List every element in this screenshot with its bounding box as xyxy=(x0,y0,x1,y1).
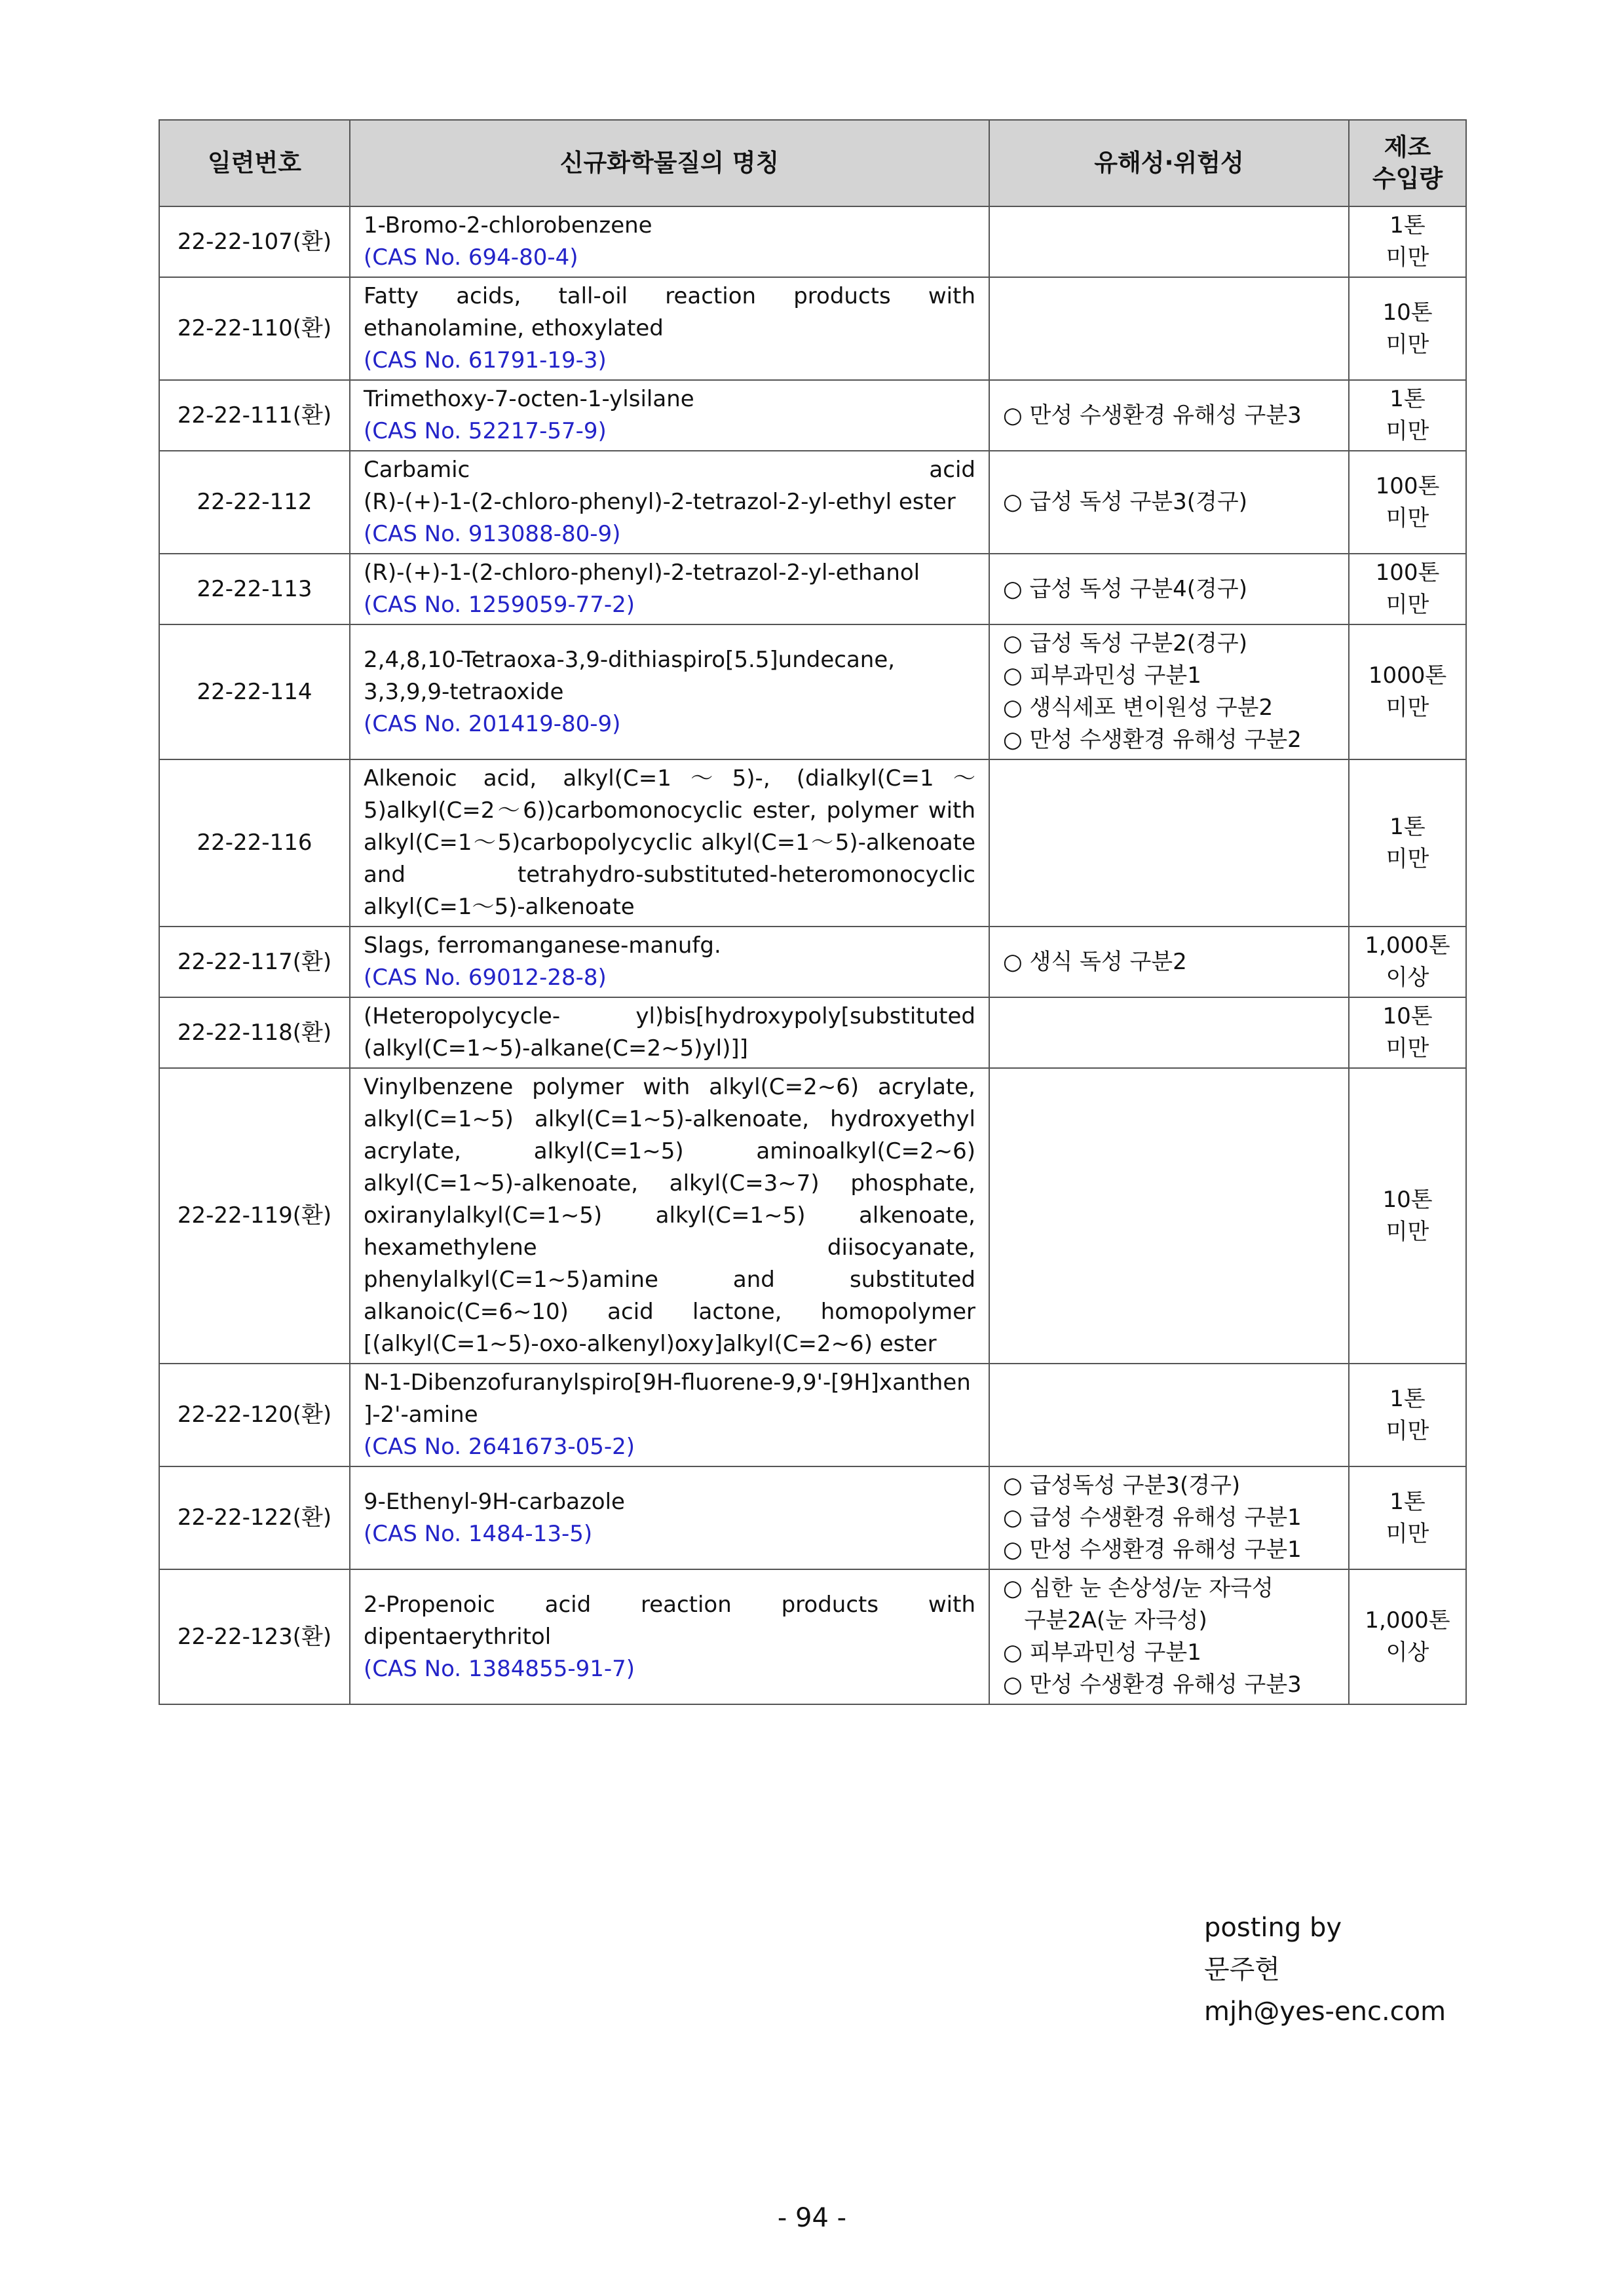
posting-by-label: posting by xyxy=(1204,1913,1342,1943)
quantity-line: 미만 xyxy=(1386,1520,1429,1547)
quantity-line: 미만 xyxy=(1386,418,1429,444)
chemical-name-line: (alkyl(C=1~5)-alkane(C=2~5)yl)]] xyxy=(364,1035,748,1062)
quantity-line: 미만 xyxy=(1386,505,1429,531)
table-row xyxy=(159,380,1466,451)
serial-number-cell: 22-22-117(환) xyxy=(159,927,350,997)
chemical-name-cell xyxy=(350,624,989,759)
quantity-cell xyxy=(1349,554,1466,624)
hazard-item: ○ 급성 독성 구분3(경구) xyxy=(1003,489,1248,515)
table-row xyxy=(159,206,1466,277)
chemical-name-line: phenylalkyl(C=1~5)amine and substituted xyxy=(364,1267,975,1293)
chemical-name-line: (R)-(+)-1-(2-chloro-phenyl)-2-tetrazol-2-yl-ethanol xyxy=(364,560,920,586)
quantity-line: 미만 xyxy=(1386,331,1429,358)
chemical-name-line: 3,3,9,9-tetraoxide xyxy=(364,678,564,705)
quantity-line: 1톤 xyxy=(1389,386,1426,412)
quantity-line: 미만 xyxy=(1386,1218,1429,1245)
cas-number: (CAS No. 1259059-77-2) xyxy=(364,592,635,618)
table-body xyxy=(159,206,1466,1704)
quantity-line: 미만 xyxy=(1386,695,1429,721)
serial-number-cell: 22-22-111(환) xyxy=(159,380,350,451)
chemical-name-line: ]-2'-amine xyxy=(364,1402,478,1428)
serial-number-cell: 22-22-116 xyxy=(159,759,350,927)
hazard-item: ○ 만성 수생환경 유해성 구분2 xyxy=(1003,727,1302,753)
header-quantity xyxy=(1349,120,1466,206)
quantity-line: 이상 xyxy=(1386,1639,1429,1666)
quantity-cell xyxy=(1349,927,1466,997)
quantity-line: 100톤 xyxy=(1375,560,1440,586)
quantity-line: 1000톤 xyxy=(1368,662,1447,689)
chemical-name-line: Carbamic acid xyxy=(364,457,975,483)
hazard-item: ○ 만성 수생환경 유해성 구분3 xyxy=(1003,402,1302,429)
hazard-cell xyxy=(989,451,1349,554)
quantity-cell xyxy=(1349,1466,1466,1569)
quantity-line: 미만 xyxy=(1386,845,1429,872)
hazard-cell xyxy=(989,927,1349,997)
quantity-line: 10톤 xyxy=(1382,1003,1433,1029)
table-row xyxy=(159,554,1466,624)
hazard-item: ○ 급성 독성 구분4(경구) xyxy=(1003,575,1248,602)
hazard-cell xyxy=(989,1068,1349,1364)
hazard-item: ○ 생식세포 변이원성 구분2 xyxy=(1003,695,1274,721)
chemical-name-line: hexamethylene diisocyanate, xyxy=(364,1234,975,1261)
header-chemical-name: 신규화학물질의 명칭 xyxy=(350,120,989,206)
quantity-cell xyxy=(1349,277,1466,380)
chemical-name-line: dipentaerythritol xyxy=(364,1623,552,1650)
chemical-registry-table xyxy=(159,119,1467,1705)
header-serial-no: 일련번호 xyxy=(159,120,350,206)
chemical-name-line: 2-Propenoic acid reaction products with xyxy=(364,1591,975,1618)
quantity-cell xyxy=(1349,451,1466,554)
chemical-name-line: alkyl(C=1～5)carbopolycyclic alkyl(C=1～5)-alkenoate xyxy=(364,830,975,856)
chemical-name-cell xyxy=(350,759,989,927)
chemical-name-line: oxiranylalkyl(C=1~5) alkyl(C=1~5) alkenoate, xyxy=(364,1202,975,1229)
quantity-line: 100톤 xyxy=(1375,472,1440,499)
quantity-cell xyxy=(1349,759,1466,927)
chemical-name-line: (R)-(+)-1-(2-chloro-phenyl)-2-tetrazol-2-yl-ethyl ester xyxy=(364,489,956,515)
quantity-cell xyxy=(1349,1364,1466,1466)
quantity-cell xyxy=(1349,1068,1466,1364)
hazard-cell xyxy=(989,206,1349,277)
chemical-name-line: 2,4,8,10-Tetraoxa-3,9-dithiaspiro[5.5]undecane, xyxy=(364,646,896,673)
cas-number: (CAS No. 694-80-4) xyxy=(364,244,578,271)
chemical-name-line: [(alkyl(C=1~5)-oxo-alkenyl)oxy]alkyl(C=2~6) ester xyxy=(364,1331,937,1357)
hazard-cell xyxy=(989,380,1349,451)
hazard-item: ○ 급성독성 구분3(경구) xyxy=(1003,1472,1241,1499)
hazard-item: ○ 심한 눈 손상성/눈 자극성 xyxy=(1003,1575,1274,1601)
hazard-cell xyxy=(989,1364,1349,1466)
chemical-name-line: Alkenoic acid, alkyl(C=1～5)-, (dialkyl(C=1～ xyxy=(364,765,975,792)
chemical-name-cell xyxy=(350,997,989,1068)
hazard-cell xyxy=(989,1466,1349,1569)
chemical-name-line: and tetrahydro-substituted-heteromonocyclic xyxy=(364,862,975,888)
serial-number-cell: 22-22-107(환) xyxy=(159,206,350,277)
quantity-line: 미만 xyxy=(1386,1035,1429,1062)
hazard-cell xyxy=(989,277,1349,380)
cas-number: (CAS No. 201419-80-9) xyxy=(364,710,621,737)
hazard-cell xyxy=(989,554,1349,624)
quantity-line: 미만 xyxy=(1386,1417,1429,1444)
cas-number: (CAS No. 69012-28-8) xyxy=(364,965,607,991)
hazard-item: ○ 급성 수생환경 유해성 구분1 xyxy=(1003,1504,1302,1531)
chemical-name-line: alkanoic(C=6~10) acid lactone, homopolymer xyxy=(364,1299,975,1325)
quantity-line: 1톤 xyxy=(1389,1488,1426,1515)
serial-number-cell: 22-22-120(환) xyxy=(159,1364,350,1466)
table-row xyxy=(159,624,1466,759)
chemical-name-cell xyxy=(350,206,989,277)
header-hazard: 유해성·위험성 xyxy=(989,120,1349,206)
serial-number-cell: 22-22-119(환) xyxy=(159,1068,350,1364)
table-row xyxy=(159,277,1466,380)
quantity-cell xyxy=(1349,624,1466,759)
chemical-name-cell xyxy=(350,927,989,997)
chemical-name-line: alkyl(C=1~5)-alkenoate, alkyl(C=3~7) phosphate, xyxy=(364,1170,975,1196)
table-row xyxy=(159,927,1466,997)
cas-number: (CAS No. 52217-57-9) xyxy=(364,418,607,444)
chemical-name-line: 9-Ethenyl-9H-carbazole xyxy=(364,1488,625,1515)
hazard-cell xyxy=(989,624,1349,759)
quantity-line: 10톤 xyxy=(1382,1186,1433,1213)
chemical-name-cell xyxy=(350,1068,989,1364)
chemical-name-line: acrylate, alkyl(C=1~5) aminoalkyl(C=2~6) xyxy=(364,1138,975,1164)
chemical-name-cell xyxy=(350,451,989,554)
chemical-name-line: Fatty acids, tall-oil reaction products with xyxy=(364,283,975,309)
hazard-item: ○ 만성 수생환경 유해성 구분3 xyxy=(1003,1672,1302,1698)
hazard-cell xyxy=(989,1569,1349,1704)
cas-number: (CAS No. 913088-80-9) xyxy=(364,521,621,547)
hazard-item: ○ 피부과민성 구분1 xyxy=(1003,1639,1201,1666)
quantity-line: 10톤 xyxy=(1382,299,1433,326)
chemical-name-line: 5)alkyl(C=2～6))carbomonocyclic ester, polymer with xyxy=(364,797,975,824)
cas-number: (CAS No. 1384855-91-7) xyxy=(364,1655,635,1682)
quantity-line: 이상 xyxy=(1386,965,1429,991)
chemical-name-line: (Heteropolycycle- yl)bis[hydroxypoly[substituted xyxy=(364,1003,975,1029)
chemical-name-cell xyxy=(350,380,989,451)
chemical-name-line: ethanolamine, ethoxylated xyxy=(364,315,664,341)
chemical-name-line: N-1-Dibenzofuranylspiro[9H-fluorene-9,9'-[9H]xanthen xyxy=(364,1369,971,1396)
quantity-line: 1톤 xyxy=(1389,813,1426,840)
quantity-cell xyxy=(1349,380,1466,451)
chemical-name-cell xyxy=(350,1364,989,1466)
cas-number: (CAS No. 2641673-05-2) xyxy=(364,1434,635,1460)
hazard-item: 구분2A(눈 자극성) xyxy=(1003,1607,1207,1634)
chemical-name-line: alkyl(C=1~5) alkyl(C=1~5)-alkenoate, hydroxyethyl xyxy=(364,1106,975,1132)
table-header-row xyxy=(159,120,1466,206)
table-row xyxy=(159,1068,1466,1364)
hazard-cell xyxy=(989,759,1349,927)
table-row xyxy=(159,997,1466,1068)
chemical-name-line: alkyl(C=1～5)-alkenoate xyxy=(364,894,635,920)
hazard-cell xyxy=(989,997,1349,1068)
table-row xyxy=(159,1364,1466,1466)
cas-number: (CAS No. 61791-19-3) xyxy=(364,347,607,373)
hazard-item: ○ 만성 수생환경 유해성 구분1 xyxy=(1003,1537,1302,1563)
chemical-name-cell xyxy=(350,554,989,624)
chemical-name-line: Vinylbenzene polymer with alkyl(C=2~6) acrylate, xyxy=(364,1074,975,1100)
table-row xyxy=(159,451,1466,554)
serial-number-cell: 22-22-122(환) xyxy=(159,1466,350,1569)
table-row xyxy=(159,1569,1466,1704)
quantity-cell xyxy=(1349,997,1466,1068)
chemical-name-cell xyxy=(350,1569,989,1704)
hazard-item: ○ 급성 독성 구분2(경구) xyxy=(1003,630,1248,657)
posting-credit xyxy=(1204,1907,1446,2033)
quantity-cell xyxy=(1349,1569,1466,1704)
chemical-name-cell xyxy=(350,1466,989,1569)
quantity-line: 미만 xyxy=(1386,592,1429,618)
hazard-item: ○ 피부과민성 구분1 xyxy=(1003,662,1201,689)
serial-number-cell: 22-22-114 xyxy=(159,624,350,759)
table-row xyxy=(159,759,1466,927)
serial-number-cell: 22-22-110(환) xyxy=(159,277,350,380)
hazard-item: ○ 생식 독성 구분2 xyxy=(1003,948,1187,975)
cas-number: (CAS No. 1484-13-5) xyxy=(364,1520,593,1547)
quantity-line: 미만 xyxy=(1386,244,1429,271)
serial-number-cell: 22-22-118(환) xyxy=(159,997,350,1068)
quantity-line: 1톤 xyxy=(1389,1385,1426,1412)
serial-number-cell: 22-22-113 xyxy=(159,554,350,624)
chemical-name-line: Slags, ferromanganese-manufg. xyxy=(364,932,721,959)
header-quantity-line1: 제조 xyxy=(1384,133,1431,161)
quantity-line: 1,000톤 xyxy=(1365,932,1450,959)
quantity-cell xyxy=(1349,206,1466,277)
author-name: 문주현 xyxy=(1204,1955,1280,1985)
table-row xyxy=(159,1466,1466,1569)
chemical-name-line: 1-Bromo-2-chlorobenzene xyxy=(364,212,652,239)
page-number: - 94 - xyxy=(777,2203,847,2233)
serial-number-cell: 22-22-123(환) xyxy=(159,1569,350,1704)
author-email: mjh@yes-enc.com xyxy=(1204,1997,1446,2027)
chemical-name-line: Trimethoxy-7-octen-1-ylsilane xyxy=(364,386,694,412)
quantity-line: 1톤 xyxy=(1389,212,1426,239)
header-quantity-line2: 수입량 xyxy=(1372,164,1443,193)
chemical-name-cell xyxy=(350,277,989,380)
quantity-line: 1,000톤 xyxy=(1365,1607,1450,1634)
serial-number-cell: 22-22-112 xyxy=(159,451,350,554)
